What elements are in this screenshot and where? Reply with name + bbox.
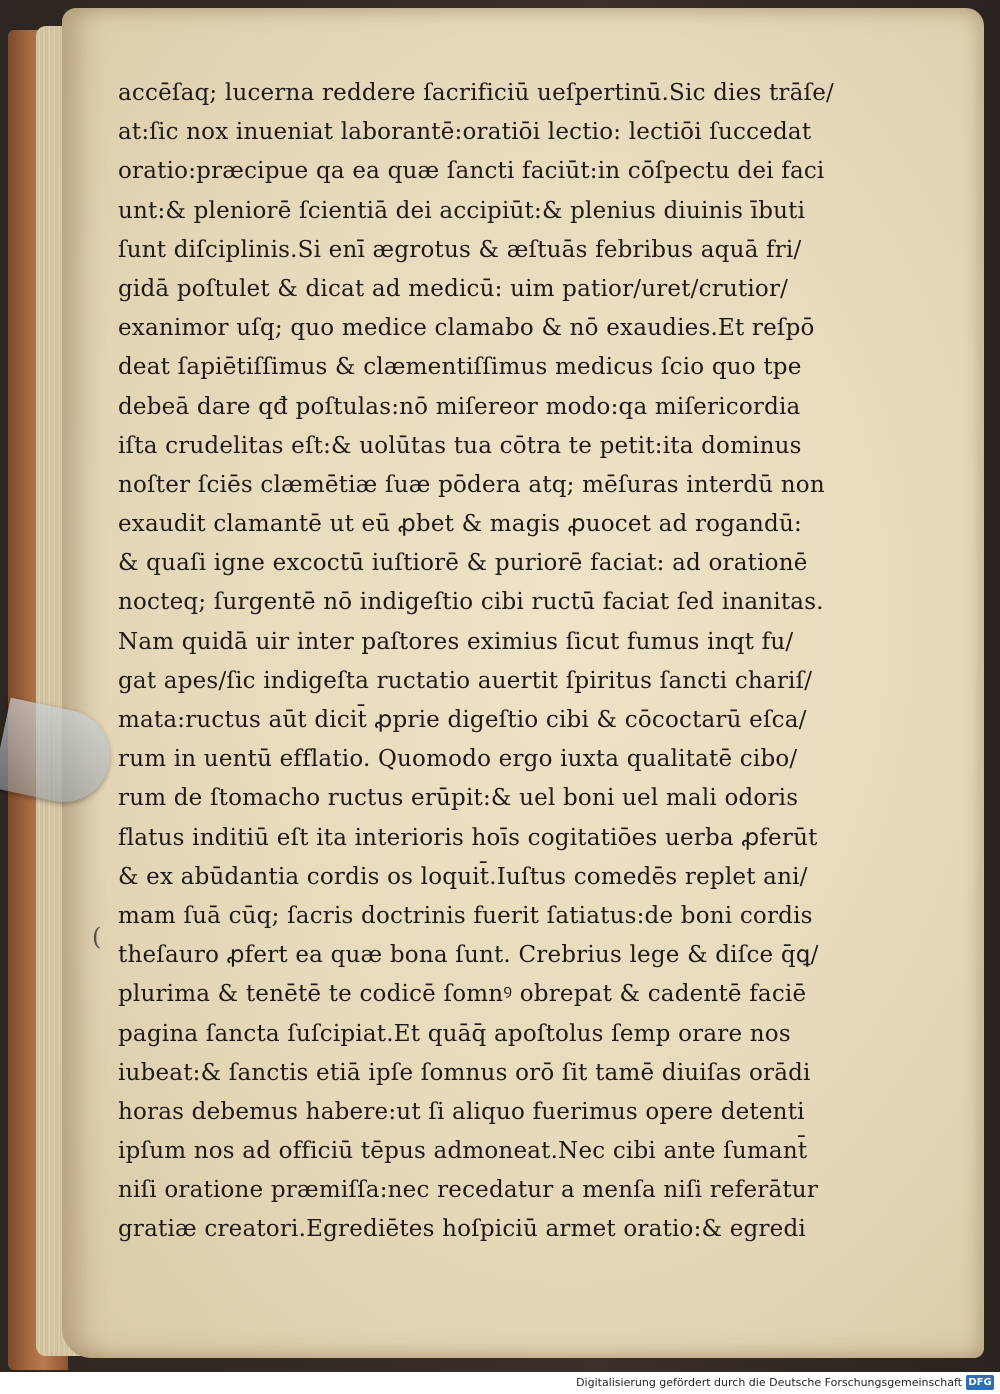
text-line: accēſaq; lucerna reddere ſacrificiū ueſpertinū.Sic dies trāſe/ <box>118 80 834 106</box>
text-line: flatus inditiū eſt ita interioris hoīs cogitatiōes uerba ꝓferūt <box>118 824 818 851</box>
text-line: rum de ſtomacho ructus erūpit:& uel boni uel mali odoris <box>118 785 799 812</box>
text-line: Nam quidā uir inter paſtores eximius ſicut fumus inqt fu/ <box>118 628 794 655</box>
text-line: mam ſuā cūq; ſacris doctrinis fuerit ſatiatus:de boni cordis <box>118 902 813 929</box>
text-line: iſta crudelitas eſt:& uolūtas tua cōtra te petit:ita dominus <box>118 432 802 459</box>
dfg-logo: DFG <box>966 1375 994 1390</box>
text-line: exaudit clamantē ut eū ꝓbet & magis ꝓuocet ad rogandū: <box>118 511 802 538</box>
text-line: theſauro ꝓfert ea quæ bona ſunt. Crebrius lege & diſce q̄ꝗ/ <box>118 942 819 969</box>
text-line: oratio:præcipue qa ea quæ ſancti faciūt:in cōſpectu dei faci <box>118 158 825 185</box>
text-line: gratiæ creatori.Egrediētes hoſpiciū armet oratio:& egredi <box>118 1216 806 1243</box>
text-line: & ex abūdantia cordis os loquit̄.Iuſtus comedēs replet ani/ <box>118 863 808 890</box>
text-line: ipſum nos ad officiū tēpus admoneat.Nec cibi ante ſumant̄ <box>118 1138 808 1165</box>
text-line: pagina ſancta ſuſcipiat.Et quāq̄ apoſtolus ſemp orare nos <box>118 1020 791 1047</box>
text-line: iubeat:& ſanctis etiā ipſe ſomnus orō ſit tamē diuiſas orādi <box>118 1059 811 1086</box>
text-line: ſunt diſciplinis.Si enī ægrotus & æſtuās febribus aquā fri/ <box>118 236 802 263</box>
text-line: rum in uentū efflatio. Quomodo ergo iuxta qualitatē cibo/ <box>118 746 798 773</box>
text-line: at:ſic nox inueniat laborantē:oratiōi lectio: lectiōi ſuccedat <box>118 119 812 146</box>
text-line: exanimor uſq; quo medice clamabo & nō exaudies.Et reſpō <box>118 315 815 342</box>
text-line: debeā dare qđ poſtulas:nō miſereor modo:qa miſericordia <box>118 393 801 420</box>
text-line: deat ſapiētiſſimus & clæmentiſſimus medicus ſcio quo tpe <box>118 354 802 381</box>
funding-credit: Digitalisierung gefördert durch die Deutsche Forschungsgemeinschaft <box>576 1376 962 1389</box>
footer-bar <box>0 1372 1000 1394</box>
margin-mark: ( <box>92 923 102 951</box>
page-text <box>118 74 858 1250</box>
text-line: plurima & tenētē te codicē ſomnꝰ obrepat & cadentē faciē <box>118 981 807 1008</box>
text-line: niſi oratione præmiſſa:nec recedatur a menſa niſi referātur <box>118 1177 819 1204</box>
text-line: horas debemus habere:ut ſi aliquo fuerimus opere detenti <box>118 1098 805 1125</box>
text-line: & quaſi igne excoctū iuſtiorē & puriorē faciat: ad orationē <box>118 550 808 577</box>
text-line: gat apes/ſic indigeſta ructatio auertit ſpiritus ſancti chariſ/ <box>118 667 813 694</box>
text-line: unt:& pleniorē ſcientiā dei accipiūt:& plenius diuinis ībuti <box>118 197 806 224</box>
text-line: nocteq; ſurgentē nō indigeſtio cibi ructū faciat ſed inanitas. <box>118 589 824 616</box>
text-line: gidā poſtulet & dicat ad medicū: uim patior/uret/crutior/ <box>118 275 789 302</box>
text-line: mata:ructus aūt dicit̄ ꝓprie digeſtio cibi & cōcoctarū eſca/ <box>118 707 807 733</box>
text-line: noſter ſciēs clæmētiæ ſuæ pōdera atq; mēſuras interdū non <box>118 471 825 498</box>
